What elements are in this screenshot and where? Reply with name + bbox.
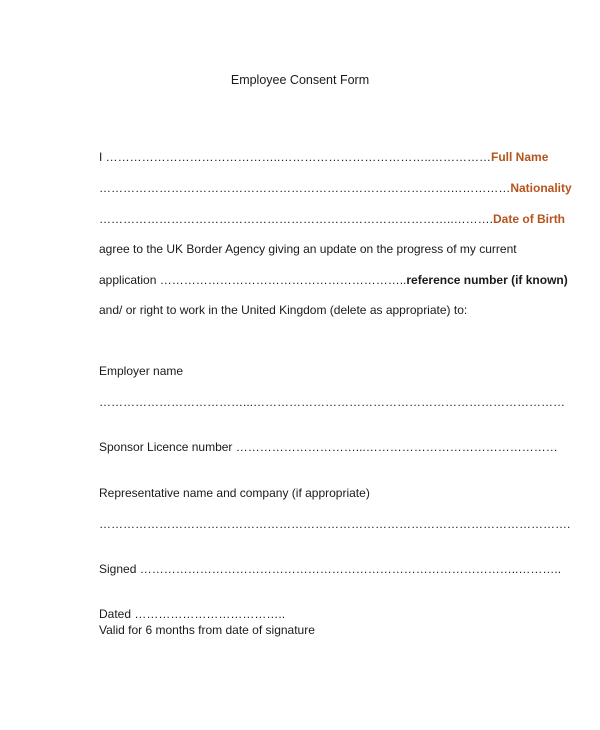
date-of-birth-row (99, 212, 565, 226)
nationality-row (99, 181, 572, 195)
full-name-field[interactable]: I ……………………………………..………………………………..…………… (99, 150, 492, 164)
application-reference-field[interactable]: application …………………………………………………….. (99, 273, 407, 287)
nationality-label: Nationality (510, 181, 572, 195)
nationality-field[interactable]: …………………………………………………………………………….…………… (99, 181, 511, 195)
agree-text: agree to the UK Border Agency giving an update on the progress of my current (99, 242, 517, 256)
reference-number-label: reference number (if known) (406, 273, 568, 287)
representative-label: Representative name and company (if appropriate) (99, 486, 370, 500)
representative-field[interactable]: ………………………………………………………………………………………………………. (99, 517, 571, 531)
full-name-label: Full Name (491, 150, 549, 164)
full-name-row (99, 150, 548, 164)
employer-name-field[interactable]: ………………………………...…………………………………………………………………… (99, 395, 566, 409)
signed-field[interactable]: Signed …………………………………………………………………………………..……….. (99, 562, 562, 576)
sponsor-licence-field[interactable]: Sponsor Licence number …………………………...………………………………………… (99, 440, 558, 454)
page-title: Employee Consent Form (230, 73, 370, 87)
date-of-birth-field[interactable]: ……………………………………………………………………………..………. (99, 212, 494, 226)
date-of-birth-label: Date of Birth (493, 212, 566, 226)
dated-field[interactable]: Dated ……………………………….. (99, 607, 286, 621)
employer-name-label: Employer name (99, 364, 184, 378)
application-row (99, 273, 568, 287)
validity-note: Valid for 6 months from date of signature (99, 623, 315, 637)
right-to-work-text: and/ or right to work in the United Kingdom (delete as appropriate) to: (99, 303, 468, 317)
